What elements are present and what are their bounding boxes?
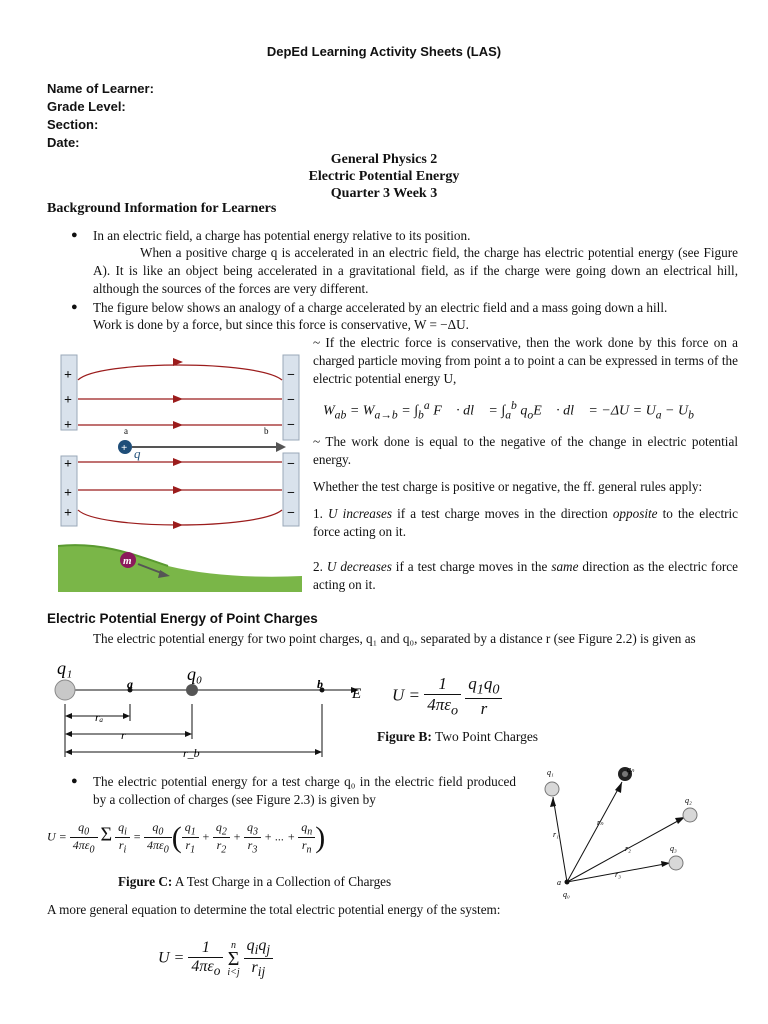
figure-b-two-charges bbox=[45, 654, 375, 769]
rule-1-middle: if a test charge moves in the direction bbox=[391, 506, 613, 521]
potential-energy-formula: U = $\frac{1}{4\pi\varepsilon_o}$ $\frac{q_1q_0}{r}$ bbox=[392, 674, 502, 719]
bullet-dot: ● bbox=[71, 229, 78, 241]
minus-sign: − bbox=[287, 418, 295, 433]
point-a-label: a bbox=[127, 677, 133, 691]
rule-1-emphasis: U increases bbox=[328, 506, 392, 521]
q0-label: q₀ bbox=[187, 664, 203, 684]
rb-label: r_b bbox=[183, 746, 200, 760]
paragraph-positive-charge: When a positive charge q is accelerated in an electric field, the charge has electric potential energy (see Figure A). It is like an object being accelerated in a gravitational field, as if the charge were going down an electrical hill, although the sources of the forces are very different. bbox=[93, 245, 738, 296]
field-section: Section: bbox=[47, 117, 99, 132]
rule-2-middle: if a test charge moves in the bbox=[391, 559, 552, 574]
rules-intro: Whether the test charge is positive or negative, the ff. general rules apply: bbox=[313, 479, 703, 494]
minus-sign: − bbox=[287, 368, 295, 383]
rule-2 bbox=[313, 558, 738, 594]
field-grade-level: Grade Level: bbox=[47, 99, 126, 114]
r2-label: r₂ bbox=[625, 844, 631, 853]
course-title: General Physics 2 bbox=[330, 152, 438, 167]
figure-c-charge-collection bbox=[535, 765, 715, 905]
background-heading: Background Information for Learners bbox=[47, 201, 277, 216]
minus-sign: − bbox=[287, 457, 295, 472]
learner-fields bbox=[47, 80, 154, 152]
figure-c-label: Figure C: bbox=[118, 874, 173, 889]
figure-a-electric-field bbox=[58, 352, 302, 592]
q1-label: q₁ bbox=[547, 768, 554, 777]
plus-sign: + bbox=[64, 486, 72, 501]
field-date: Date: bbox=[47, 135, 80, 150]
q3-label: q₃ bbox=[670, 844, 677, 853]
bullet-dot: ● bbox=[71, 301, 78, 313]
rule-2-prefix: 2. bbox=[313, 559, 327, 574]
work-equation: $W_{ab} = W_{a\to b} = \int_b^a$ F⃗ · dl⃗ = $\int_a^b$ $q_oE⃗$ · dl⃗ = $-\Delta U = U_a - U_b$ bbox=[323, 399, 694, 422]
rule-1 bbox=[313, 505, 738, 541]
point-a-label: a bbox=[124, 426, 128, 436]
field-e-label: E⃗ bbox=[352, 686, 373, 702]
subject-block bbox=[0, 151, 768, 202]
plus-sign: + bbox=[64, 457, 72, 472]
ra-label: rₐ bbox=[95, 710, 104, 724]
figure-c-caption bbox=[118, 874, 391, 890]
r-label: r bbox=[121, 728, 126, 742]
plus-sign: + bbox=[64, 506, 72, 521]
point-b-label: b bbox=[317, 677, 323, 691]
field-name-of-learner: Name of Learner: bbox=[47, 81, 154, 96]
quarter-title: Quarter 3 Week 3 bbox=[330, 186, 438, 201]
figure-b-text: Two Point Charges bbox=[431, 729, 539, 744]
rule-1-emphasis-2: opposite bbox=[612, 506, 658, 521]
conservative-force-text: ~ If the electric force is conservative, then the work done by this force on a charged particle moving from point a to point a can be expressed in terms of the electric potential energy U, bbox=[313, 335, 738, 386]
rule-1-end: to the electric force acting on it. bbox=[313, 506, 739, 539]
total-energy-formula: U = $\frac{1}{4\pi\varepsilon_o}$ n Σ i<j $\frac{q_iq_j}{r_{ij}}$ bbox=[158, 937, 273, 980]
minus-sign: − bbox=[287, 486, 295, 501]
figure-c-text: A Test Charge in a Collection of Charges bbox=[172, 874, 392, 889]
negative-change-text: ~ The work done is equal to the negative of the change in electric potential energy. bbox=[313, 434, 738, 467]
point-charges-intro: The electric potential energy for two point charges, q₁ and q₀, separated by a distance r (see Figure 2.2) is given as bbox=[93, 631, 696, 646]
r3-label: r₃ bbox=[615, 870, 621, 879]
rule-2-emphasis: U decreases bbox=[326, 559, 392, 574]
general-equation-text: A more general equation to determine the total electric potential energy of the system: bbox=[47, 902, 501, 917]
rule-1-prefix: 1. bbox=[313, 506, 329, 521]
rule-2-emphasis-2: same bbox=[551, 559, 579, 574]
minus-sign: − bbox=[287, 506, 295, 521]
collection-sum-formula: U = $\frac{q_0}{4\pi\varepsilon_0}$ Σ $\frac{q_i}{r_i}$ = $\frac{q_0}{4\pi\varepsilon_0}$ ( $\frac{q_1}{r_1}$ + $\frac{q_2}{r_2}$ + $\frac{q_3}{r_3}$ + ... + $\frac{q_n}{r_n}$ ) bbox=[47, 820, 326, 856]
bullet-work-conservative: Work is done by a force, but since this force is conservative, W = −ΔU. bbox=[93, 317, 469, 332]
rule-2-end: direction as the electric force acting on it. bbox=[313, 559, 739, 592]
plus-sign: + bbox=[64, 368, 72, 383]
svg-text:+: + bbox=[121, 442, 128, 454]
bullet-analogy: The figure below shows an analogy of a charge accelerated by an electric field and a mass going down a hill. bbox=[93, 300, 668, 315]
mass-m-label: m bbox=[123, 555, 132, 567]
figure-b-label: Figure B: bbox=[377, 729, 432, 744]
bullet-dot: ● bbox=[71, 775, 78, 787]
r1-label: r₁ bbox=[553, 830, 559, 839]
plus-sign: + bbox=[64, 393, 72, 408]
charge-q-label: q bbox=[134, 446, 141, 461]
minus-sign: − bbox=[287, 393, 295, 408]
point-a-label: a bbox=[557, 878, 561, 887]
bullet-electric-field: In an electric field, a charge has potential energy relative to its position. bbox=[93, 228, 471, 243]
point-charges-heading: Electric Potential Energy of Point Charges bbox=[47, 611, 318, 626]
plus-sign: + bbox=[64, 418, 72, 433]
document-title: DepEd Learning Activity Sheets (LAS) bbox=[266, 44, 502, 59]
qn-label: qₙ bbox=[627, 765, 635, 774]
figure-b-caption bbox=[377, 729, 538, 745]
q1-label: q₁ bbox=[57, 658, 73, 678]
q0-label: q₀ bbox=[563, 890, 570, 899]
collection-bullet: The electric potential energy for a test charge q₀ in the electric field produced by a collection of charges (see Figure 2.3) is given by bbox=[93, 774, 516, 807]
rn-label: rₙ bbox=[597, 818, 604, 827]
point-b-label: b bbox=[264, 426, 269, 436]
q2-label: q₂ bbox=[685, 796, 692, 805]
topic-title: Electric Potential Energy bbox=[308, 169, 460, 184]
